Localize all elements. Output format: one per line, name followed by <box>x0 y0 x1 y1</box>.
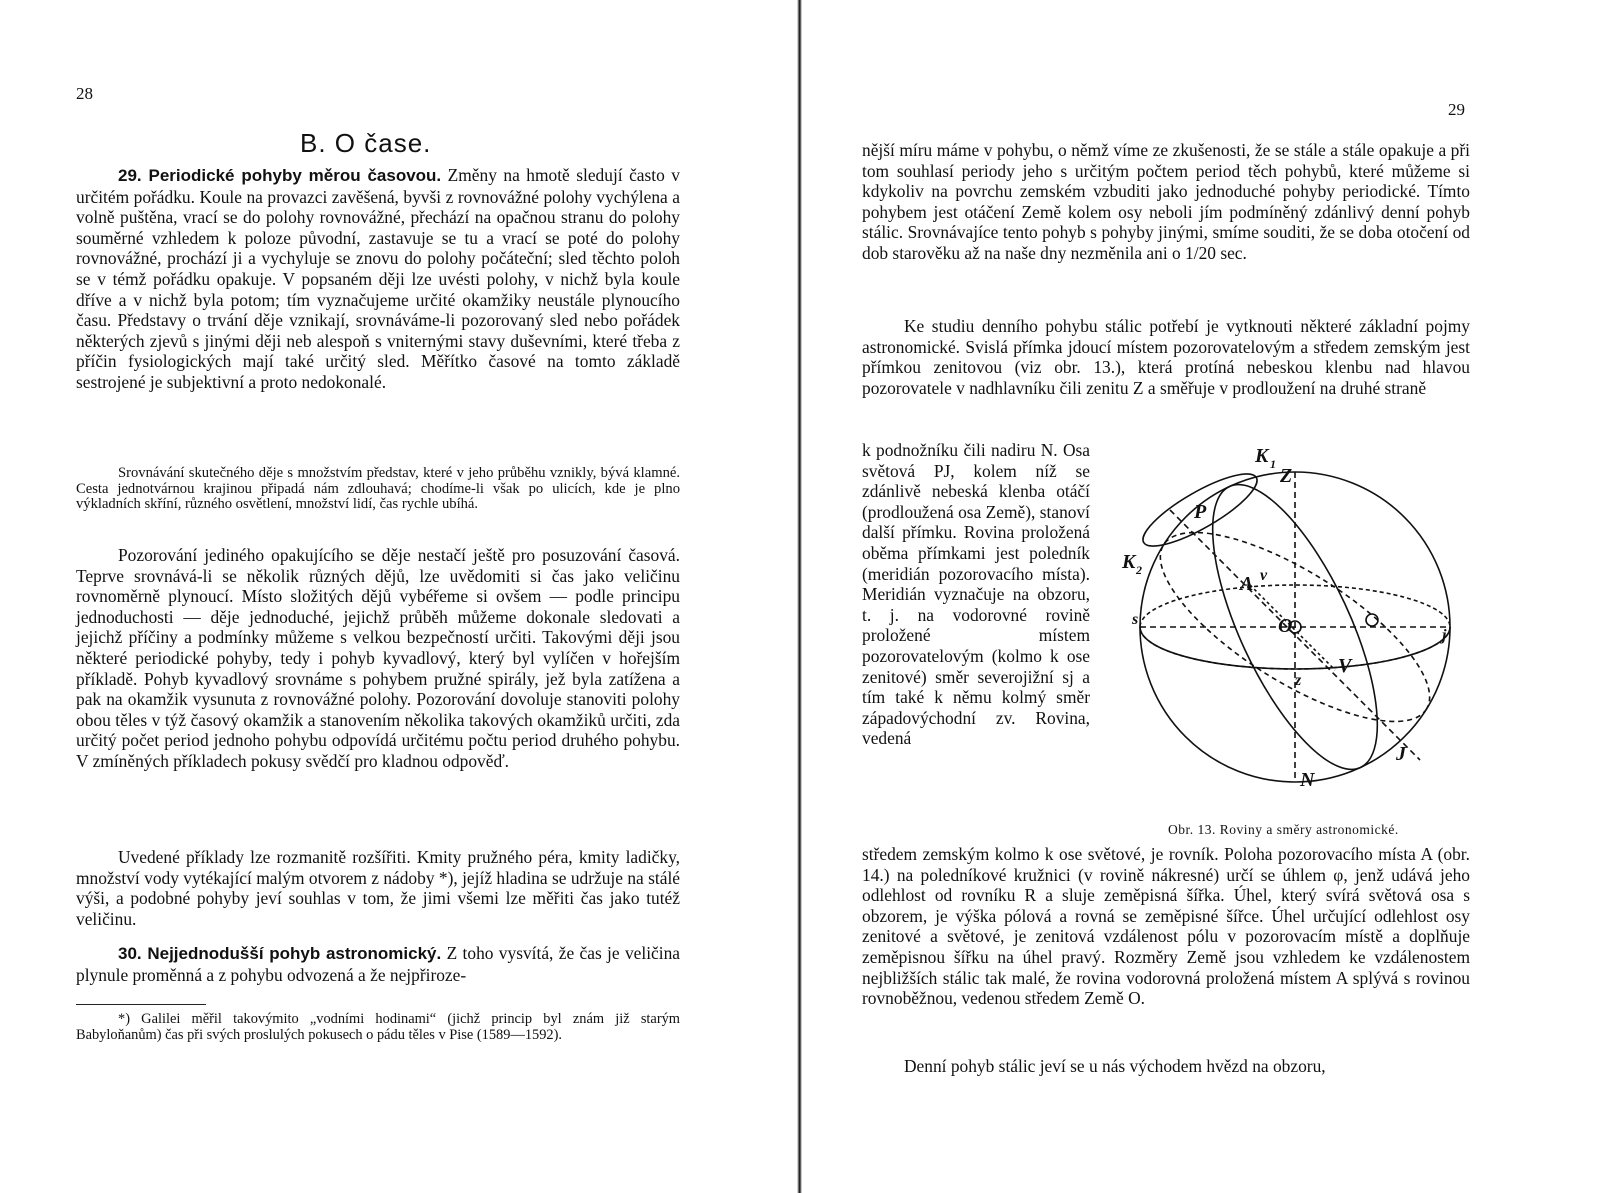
label-k1: K <box>1255 445 1269 467</box>
paragraph-ke-studiu: Ke studiu denního pohybu stálic potřebí je vytknouti některé základní pojmy astronomické. Svislá přímka jdoucí místem pozorovatelovým a středem zemským jest přímkou zenitovou (viz obr. 13.), která protíná nebeskou klenbu nad hlavou pozorovatele v nadhlavníku čili zenitu Z a směřuje v prodloužení na druhé straně <box>862 316 1470 398</box>
section-title: B. O čase. <box>300 128 432 158</box>
label-s: s <box>1132 611 1139 628</box>
paragraph-29-text: Změny na hmotě sledují často v určitém pořádku. Koule na provazci zavěšená, byvši z rovnovážné polohy vychýlena a volně puštěna, vrací se do polohy rovnovážné, přechází na opačnou stranu do polohy souměrné vzhledem k poloze původní, zastavuje se tu a vrací se poté do polohy rovnovážné, prochází ji a vychyluje se znovu do polohy počáteční; sled těchto poloh se v témž pořádku opakuje. V popsaném ději lze uvésti polohy, v nichž byla koule dříve a v nichž byla potom; tím vyznačujeme určité okamžiky neustále plynoucího času. Představy o trvání děje vznikají, srovnáváme-li pozorovaný sled nebo pořádek některých zjevů s jinými ději neb alespoň s vniternými stavy duševními, které třeba z příčin fysiologických mají také určitý sled. Měřítko časové na tomto základě sestrojené je subjektivní a proto nedokonalé. <box>76 165 680 392</box>
label-z-zenith: Z <box>1280 465 1293 487</box>
paragraph-denni-pohyb: Denní pohyb stálic jeví se u nás východem hvězd na obzoru, <box>904 1056 1326 1076</box>
celestial-sphere-figure <box>1110 440 1510 820</box>
label-v-small: v <box>1260 567 1268 584</box>
small-note: Srovnávání skutečného děje s množstvím představ, které v jeho průběhu vznikly, bývá klamné. Cesta jednotvárnou krajinou připadá nám zdlouhavá; chodíme-li však po ulicích, kde je plno výkladních skříní, různého osvětlení, množství lidí, čas rychle ubíhá. <box>76 465 680 513</box>
label-n: N <box>1300 769 1315 791</box>
label-k1-sub: 1 <box>1270 457 1276 471</box>
label-z-small: z <box>1295 672 1302 689</box>
label-o: O <box>1278 615 1293 637</box>
page-number-left: 28 <box>76 84 93 103</box>
label-j-big: J <box>1396 743 1406 765</box>
paragraph-continued: nější míru máme v pohybu, o němž víme ze zkušenosti, že se stále a stále opakuje a při tom souhlasí periody jeho s určitým počtem period těch pohybů, které můžeme si kdykoliv na povrchu zemském vzbuditi jako jednoduché pohyby periodické. Tímto pohybem jest otáčení Země kolem osy neboli jím podmíněný zdánlivý denní pohyb stálic. Srovnávajíce tento pohyb s pohyby jinými, smíme souditi, že se doba otočení od dob starověku až na naše dny nezměnila ani o 1/20 sec. <box>862 140 1470 263</box>
label-a: A <box>1240 573 1254 595</box>
label-k2: K <box>1122 551 1136 573</box>
paragraph-30 <box>76 943 680 985</box>
paragraph-29 <box>76 165 680 393</box>
left-page <box>0 0 800 1193</box>
paragraph-30-text: Z toho vysvítá, že čas je veličina plynule proměnná a z pohybu odvozená a že nejpřiroze- <box>76 943 680 985</box>
paragraph-pozorovani: Pozorování jediného opakujícího se děje nestačí ještě pro posuzování časová. Teprve srovnává-li se několik různých dějů, lze uvědomiti si čas jako veličinu rovnoměrně plynoucí. Místo složitých dějů vybéřeme si ovšem — podle principu jednoduchosti — děje jednoduché, jejichž průběh můžeme dokonale sledovati a jejichž příčiny a podmínky můžeme s velkou bezpečností určiti. Takovými ději jsou některé periodické pohyby, tedy i pohyb kyvadlový, který byl vylíčen v hořejším příkladě. Pohyb kyvadlový srovnáme s pohybem pružné spirály, jež byla zatížena a pak na okamžik vysunuta z rovnovážné polohy. Pozorování dovoluje stanoviti polohy obou těles v týž časový okamžik a stanovením několika takových okamžiků určiti, zda určitý počet period jednoho pohybu odpovídá určitému počtu period druhého pohybu. V zmíněných příkladech pokusy svědčí pro kladnou odpověď. <box>76 545 680 771</box>
page-number-right: 29 <box>1448 100 1465 119</box>
heading-30: 30. Nejjednodušší pohyb astronomický. <box>118 944 442 963</box>
heading-29: 29. Periodické pohyby měrou časovou. <box>118 166 442 185</box>
paragraph-wrap-figure: k podnožníku čili nadiru N. Osa světová PJ, kolem níž se zdánlivě nebeská klenba otáčí (prodloužená osa Země), stanoví další přímku. Rovina proložená oběma přímkami jest poledník (meridián pozorovacího místa). Meridián vyznačuje na obzoru, t. j. na vodorovné rovině proložené místem pozorovatelovým (kolmo k ose zenitové) směr severojižní sj a tím také k němu kolmý směr západovýchodní zv. Rovina, vedená <box>862 440 1090 749</box>
figure-caption: Obr. 13. Roviny a směry astronomické. <box>1168 822 1399 837</box>
label-p: P <box>1194 501 1207 523</box>
paragraph-uvedene: Uvedené příklady lze rozmanitě rozšířiti. Kmity pružného péra, kmity ladičky, množství vody vytékající malým otvorem z nádoby *), jejíž hladina se udržuje na stálé výši, a podobné pohyby jeví souhlas v tom, že jimi všemi lze měřiti čas jako tutéž veličinu. <box>76 847 680 929</box>
footnote-rule <box>76 1004 206 1005</box>
label-k2-sub: 2 <box>1136 563 1142 577</box>
star-point <box>1366 614 1378 626</box>
footnote: *) Galilei měřil takovýmito „vodními hodinami“ (jichž princip byl znám již starým Babyloňanům) čas při svých proslulých pokusech o pádu těles v Pise (1589—1592). <box>76 1011 680 1043</box>
label-j-small: j <box>1442 627 1447 644</box>
label-v-big: V <box>1338 655 1352 677</box>
paragraph-rovnik: středem zemským kolmo k ose světové, je rovník. Poloha pozorovacího místa A (obr. 14.) na poledníkové kružnici (v rovině nákresné) určí se úhlem φ, jenž udává jeho odlehlost od rovníku R a sluje zeměpisná šířka. Úhel, který svírá světová osa s obzorem, je výška pólová a rovná se zeměpisné šířce. Úhel určující odlehlost osy zenitové a světové, je zenitová vzdálenost pólu v pozorovacím místě a doplňuje zeměpisnou šířku na úhel pravý. Rozměry Země jsou vzhledem ke vzdálenostem nejbližších stálic tak malé, že rovina vodorovná proložená místem A splývá s rovinou rovnoběžnou, vedenou středem Země O. <box>862 844 1470 1009</box>
